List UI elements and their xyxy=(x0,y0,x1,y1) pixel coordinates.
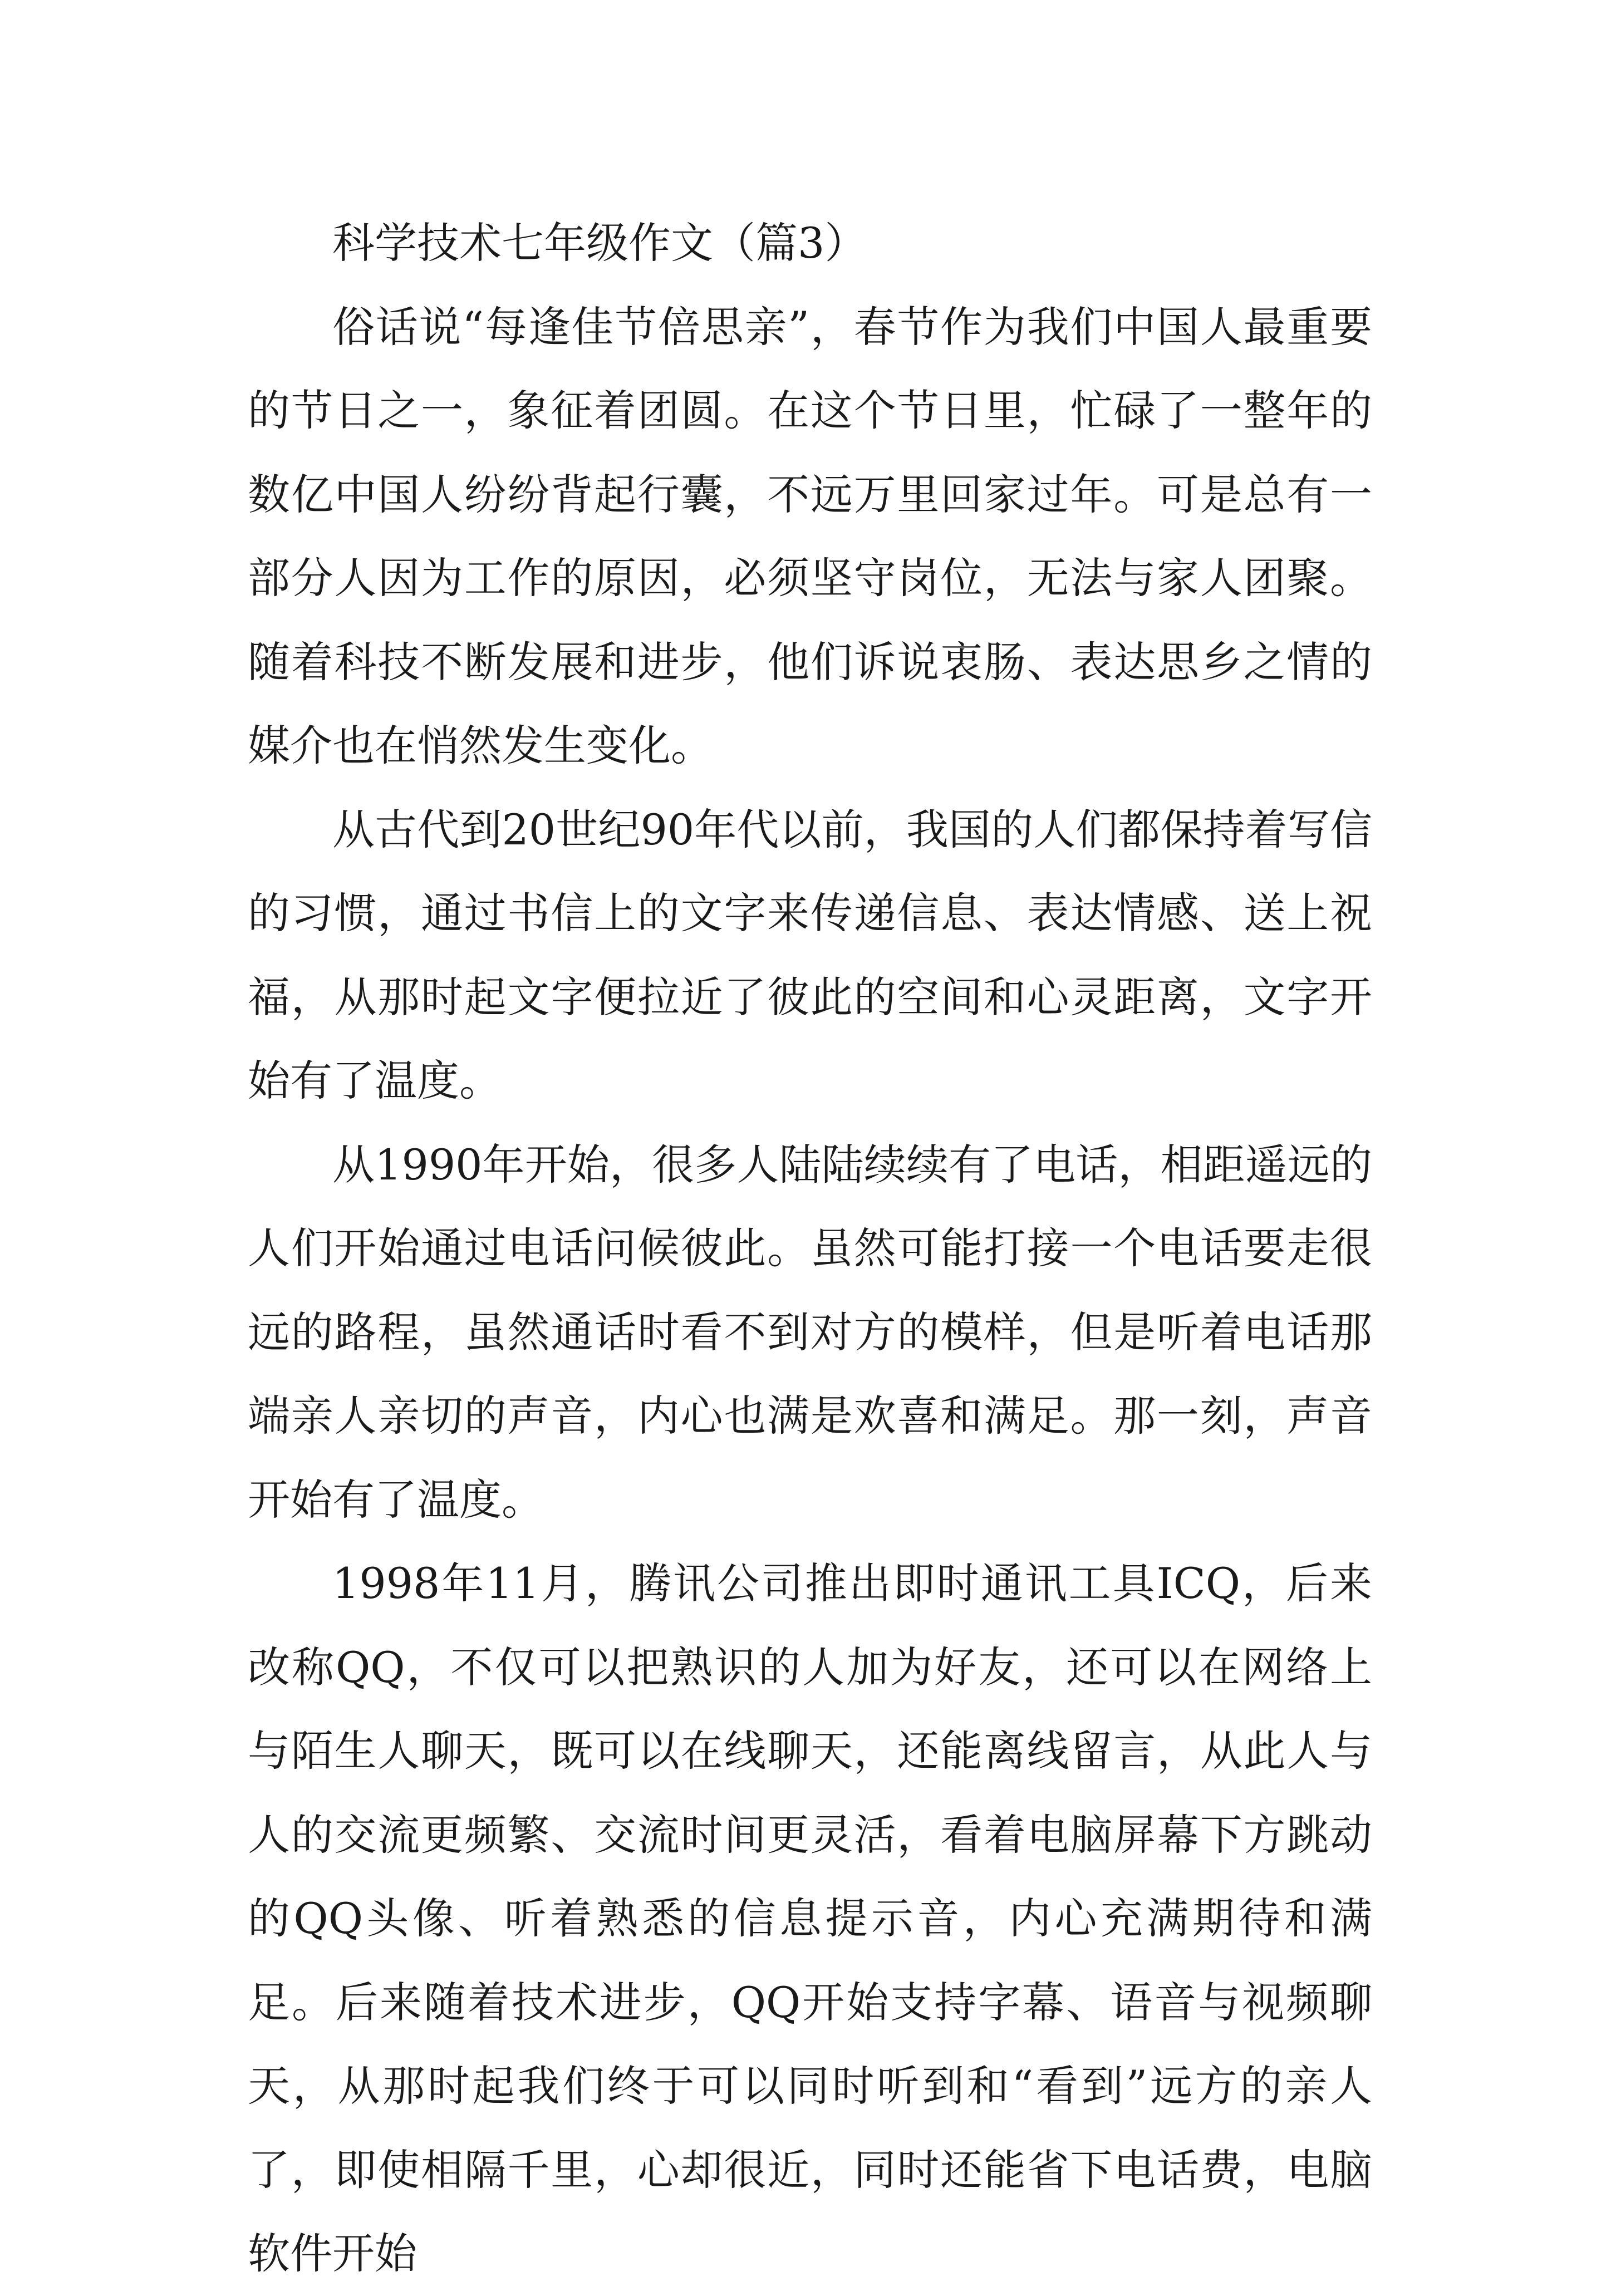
paragraph-1: 俗话说“每逢佳节倍思亲”，春节作为我们中国人最重要的节日之一，象征着团圆。在这个节日里，忙碌了一整年的数亿中国人纷纷背起行囊，不远万里回家过年。可是总有一部分人因为工作的原因，必须坚守岗位，无法与家人团聚。随着科技不断发展和进步，他们诉说衷肠、表达思乡之情的媒介也在悄然发生变化。 xyxy=(248,302,1372,770)
document-body xyxy=(248,201,1372,2296)
paragraph-4: 1998年11月，腾讯公司推出即时通讯工具ICQ，后来改称QQ，不仅可以把熟识的人加为好友，还可以在网络上与陌生人聊天，既可以在线聊天，还能离线留言，从此人与人的交流更频繁、交流时间更灵活，看着电脑屏幕下方跳动的QQ头像、听着熟悉的信息提示音，内心充满期待和满足。后来随着技术进步，QQ开始支持字幕、语音与视频聊天，从那时起我们终于可以同时听到和“看到”远方的亲人了，即使相隔千里，心却很近，同时还能省下电话费，电脑软件开始 xyxy=(248,1558,1372,2278)
paragraph-3: 从1990年开始，很多人陆陆续续有了电话，相距遥远的人们开始通过电话问候彼此。虽然可能打接一个电话要走很远的路程，虽然通话时看不到对方的模样，但是听着电话那端亲人亲切的声音，内心也满是欢喜和满足。那一刻，声音开始有了温度。 xyxy=(248,1139,1372,1525)
document-title: 科学技术七年级作文（篇3） xyxy=(332,218,867,268)
paragraph-2: 从古代到20世纪90年代以前，我国的人们都保持着写信的习惯，通过书信上的文字来传递信息、表达情感、送上祝福，从那时起文字便拉近了彼此的空间和心灵距离，文字开始有了温度。 xyxy=(248,804,1372,1105)
